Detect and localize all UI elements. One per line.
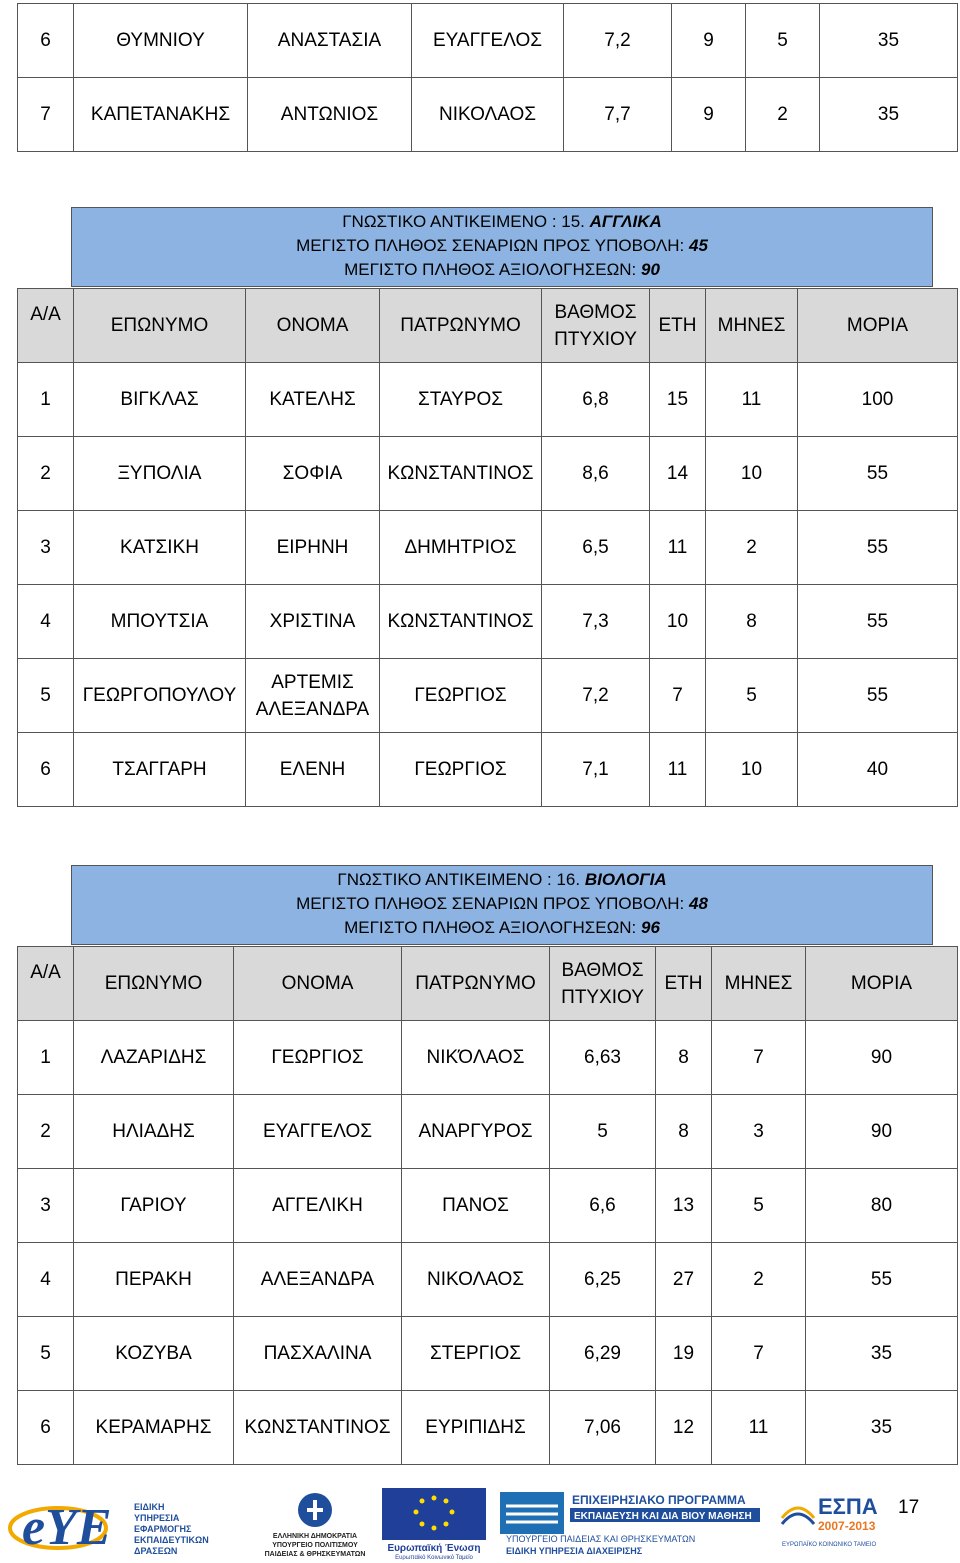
- col-grade: ΒΑΘΜΟΣ ΠΤΥΧΙΟΥ: [550, 947, 656, 1021]
- months: 2: [712, 1243, 806, 1317]
- col-name: ΟΝΟΜΑ: [234, 947, 402, 1021]
- table-row: [18, 363, 958, 437]
- father-name: ΝΙΚΌΛΑΟΣ: [402, 1021, 550, 1095]
- surname: ΚΟΖΥΒΑ: [74, 1317, 234, 1391]
- svg-text:ΥΠΟΥΡΓΕΙΟ ΠΑΙΔΕΙΑΣ ΚΑΙ ΘΡΗΣΚΕΥ: ΥΠΟΥΡΓΕΙΟ ΠΑΙΔΕΙΑΣ ΚΑΙ ΘΡΗΣΚΕΥΜΑΤΩΝ: [506, 1534, 696, 1544]
- years: 9: [672, 4, 746, 78]
- degree-grade: 7,2: [564, 4, 672, 78]
- years: 15: [650, 363, 706, 437]
- months: 10: [706, 437, 798, 511]
- degree-grade: 8,6: [542, 437, 650, 511]
- svg-text:2007-2013: 2007-2013: [818, 1519, 876, 1533]
- col-surname: ΕΠΩΝΥΜΟ: [74, 947, 234, 1021]
- col-years: ΕΤΗ: [650, 289, 706, 363]
- degree-grade: 7,7: [564, 78, 672, 152]
- surname: ΗΛΙΑΔΗΣ: [74, 1095, 234, 1169]
- row-index: 2: [18, 1095, 74, 1169]
- svg-text:ΠΑΙΔΕΙΑΣ & ΘΡΗΣΚΕΥΜΑΤΩΝ: ΠΑΙΔΕΙΑΣ & ΘΡΗΣΚΕΥΜΑΤΩΝ: [264, 1551, 366, 1558]
- svg-text:ΕΠΙΧΕΙΡΗΣΙΑΚΟ ΠΡΟΓΡΑΜΜΑ: ΕΠΙΧΕΙΡΗΣΙΑΚΟ ΠΡΟΓΡΑΜΜΑ: [572, 1493, 746, 1507]
- father-name: ΝΙΚΟΛΑΟΣ: [402, 1243, 550, 1317]
- name: ΓΕΩΡΓΙΟΣ: [234, 1021, 402, 1095]
- col-father: ΠΑΤΡΩΝΥΜΟ: [380, 289, 542, 363]
- table-row: [18, 1169, 958, 1243]
- program-logo: [500, 1488, 780, 1560]
- surname: ΚΑΤΣΙΚΗ: [74, 511, 246, 585]
- father-name: ΚΩΝΣΤΑΝΤΙΝΟΣ: [380, 585, 542, 659]
- months: 5: [706, 659, 798, 733]
- table-row: [18, 733, 958, 807]
- svg-text:ΕΙΔΙΚΗ ΥΠΗΡΕΣΙΑ ΔΙΑΧΕΙΡΙΣΗΣ: ΕΙΔΙΚΗ ΥΠΗΡΕΣΙΑ ΔΙΑΧΕΙΡΙΣΗΣ: [506, 1546, 643, 1556]
- name: ΑΝΑΣΤΑΣΙΑ: [248, 4, 412, 78]
- father-name: ΕΥΡΙΠΙΔΗΣ: [402, 1391, 550, 1465]
- degree-grade: 6,5: [542, 511, 650, 585]
- eu-flag-logo: [380, 1488, 490, 1560]
- svg-text:ΔΡΑΣΕΩΝ: ΔΡΑΣΕΩΝ: [134, 1546, 178, 1556]
- name: ΚΩΝΣΤΑΝΤΙΝΟΣ: [234, 1391, 402, 1465]
- table-row: [18, 1021, 958, 1095]
- degree-grade: 7,2: [542, 659, 650, 733]
- points: 80: [806, 1169, 958, 1243]
- row-index: 4: [18, 1243, 74, 1317]
- surname: ΚΑΠΕΤΑΝΑΚΗΣ: [74, 78, 248, 152]
- surname: ΤΣΑΓΓΑΡΗ: [74, 733, 246, 807]
- points: 55: [798, 585, 958, 659]
- table-row: [18, 1243, 958, 1317]
- footer-logos: [0, 1478, 960, 1563]
- months: 5: [746, 4, 820, 78]
- years: 11: [650, 511, 706, 585]
- page-number: 17: [898, 1497, 920, 1518]
- degree-grade: 7,06: [550, 1391, 656, 1465]
- name: ΚΑΤΕΛΗΣ: [246, 363, 380, 437]
- degree-grade: 7,1: [542, 733, 650, 807]
- banner-line-max-evaluations: ΜΕΓΙΣΤΟ ΠΛΗΘΟΣ ΑΞΙΟΛΟΓΗΣΕΩΝ: 90: [344, 260, 660, 279]
- points: 90: [806, 1095, 958, 1169]
- points: 40: [798, 733, 958, 807]
- surname: ΓΑΡΙΟΥ: [74, 1169, 234, 1243]
- svg-text:ΕΚΠΑΙΔΕΥΣΗ ΚΑΙ ΔΙΑ ΒΙΟΥ ΜΑΘΗΣΗ: ΕΚΠΑΙΔΕΥΣΗ ΚΑΙ ΔΙΑ ΒΙΟΥ ΜΑΘΗΣΗ: [574, 1511, 752, 1522]
- years: 10: [650, 585, 706, 659]
- years: 9: [672, 78, 746, 152]
- degree-grade: 6,25: [550, 1243, 656, 1317]
- banner-line-max-scenarios: ΜΕΓΙΣΤΟ ΠΛΗΘΟΣ ΣΕΝΑΡΙΩΝ ΠΡΟΣ ΥΠΟΒΟΛΗ: 45: [296, 236, 708, 255]
- header-row: [18, 947, 958, 1021]
- name: ΠΑΣΧΑΛΙΝΑ: [234, 1317, 402, 1391]
- svg-text:ΕΛΛΗΝΙΚΗ ΔΗΜΟΚΡΑΤΙΑ: ΕΛΛΗΝΙΚΗ ΔΗΜΟΚΡΑΤΙΑ: [272, 1533, 358, 1540]
- row-index: 3: [18, 1169, 74, 1243]
- months: 10: [706, 733, 798, 807]
- row-index: 6: [18, 4, 74, 78]
- col-points: ΜΟΡΙΑ: [798, 289, 958, 363]
- ministry-emblem-logo: [255, 1488, 375, 1560]
- row-index: 7: [18, 78, 74, 152]
- row-index: 5: [18, 659, 74, 733]
- row-index: 6: [18, 733, 74, 807]
- subject-banner-16: [71, 865, 933, 945]
- continuation-table: [17, 3, 958, 152]
- months: 11: [706, 363, 798, 437]
- table-row: [18, 1317, 958, 1391]
- header-row: [18, 289, 958, 363]
- col-surname: ΕΠΩΝΥΜΟ: [74, 289, 246, 363]
- name: ΣΟΦΙΑ: [246, 437, 380, 511]
- surname: ΠΕΡΑΚΗ: [74, 1243, 234, 1317]
- years: 12: [656, 1391, 712, 1465]
- eye-logo: [6, 1488, 246, 1560]
- col-months: ΜΗΝΕΣ: [706, 289, 798, 363]
- months: 2: [706, 511, 798, 585]
- col-father: ΠΑΤΡΩΝΥΜΟ: [402, 947, 550, 1021]
- banner-line-max-evaluations: ΜΕΓΙΣΤΟ ΠΛΗΘΟΣ ΑΞΙΟΛΟΓΗΣΕΩΝ: 96: [344, 918, 660, 937]
- points: 55: [806, 1243, 958, 1317]
- name: ΑΓΓΕΛΙΚΗ: [234, 1169, 402, 1243]
- months: 5: [712, 1169, 806, 1243]
- svg-text:ΕΦΑΡΜΟΓΗΣ: ΕΦΑΡΜΟΓΗΣ: [134, 1524, 192, 1534]
- months: 8: [706, 585, 798, 659]
- table-row: [18, 585, 958, 659]
- father-name: ΑΝΑΡΓΥΡΟΣ: [402, 1095, 550, 1169]
- points: 35: [806, 1391, 958, 1465]
- col-points: ΜΟΡΙΑ: [806, 947, 958, 1021]
- row-index: 1: [18, 1021, 74, 1095]
- father-name: ΓΕΩΡΓΙΟΣ: [380, 659, 542, 733]
- points: 35: [806, 1317, 958, 1391]
- svg-text:ΕΥΡΩΠΑΪΚΟ ΚΟΙΝΩΝΙΚΟ ΤΑΜΕΙΟ: ΕΥΡΩΠΑΪΚΟ ΚΟΙΝΩΝΙΚΟ ΤΑΜΕΙΟ: [782, 1542, 877, 1548]
- svg-text:ΕΣΠΑ: ΕΣΠΑ: [818, 1494, 878, 1519]
- col-grade: ΒΑΘΜΟΣ ΠΤΥΧΙΟΥ: [542, 289, 650, 363]
- banner-line-max-scenarios: ΜΕΓΙΣΤΟ ΠΛΗΘΟΣ ΣΕΝΑΡΙΩΝ ΠΡΟΣ ΥΠΟΒΟΛΗ: 48: [296, 894, 708, 913]
- espa-logo: [778, 1488, 890, 1560]
- table-row: [18, 78, 958, 152]
- degree-grade: 5: [550, 1095, 656, 1169]
- degree-grade: 6,63: [550, 1021, 656, 1095]
- years: 13: [656, 1169, 712, 1243]
- surname: ΜΠΟΥΤΣΙΑ: [74, 585, 246, 659]
- surname: ΚΕΡΑΜΑΡΗΣ: [74, 1391, 234, 1465]
- points: 35: [820, 4, 958, 78]
- banner-line-subject: ΓΝΩΣΤΙΚΟ ΑΝΤΙΚΕΙΜΕΝΟ : 15. ΑΓΓΛΙΚΑ: [342, 212, 662, 231]
- father-name: ΓΕΩΡΓΙΟΣ: [380, 733, 542, 807]
- points: 90: [806, 1021, 958, 1095]
- months: 3: [712, 1095, 806, 1169]
- name: ΑΛΕΞΑΝΔΡΑ: [234, 1243, 402, 1317]
- points: 55: [798, 437, 958, 511]
- candidates-table-15: [17, 288, 958, 807]
- degree-grade: 6,6: [550, 1169, 656, 1243]
- candidates-table-16: [17, 946, 958, 1465]
- father-name: ΣΤΑΥΡΟΣ: [380, 363, 542, 437]
- years: 8: [656, 1021, 712, 1095]
- name: ΕΛΕΝΗ: [246, 733, 380, 807]
- row-index: 3: [18, 511, 74, 585]
- svg-text:eYE: eYE: [22, 1499, 112, 1556]
- years: 7: [650, 659, 706, 733]
- subject-banner-15: [71, 207, 933, 287]
- father-name: ΝΙΚΟΛΑΟΣ: [412, 78, 564, 152]
- years: 14: [650, 437, 706, 511]
- years: 11: [650, 733, 706, 807]
- degree-grade: 7,3: [542, 585, 650, 659]
- row-index: 2: [18, 437, 74, 511]
- svg-text:ΕΚΠΑΙΔΕΥΤΙΚΩΝ: ΕΚΠΑΙΔΕΥΤΙΚΩΝ: [134, 1535, 209, 1545]
- aa-label: Α/Α: [30, 304, 61, 325]
- degree-grade: 6,8: [542, 363, 650, 437]
- surname: ΒΙΓΚΛΑΣ: [74, 363, 246, 437]
- svg-text:Ευρωπαϊκή Ένωση: Ευρωπαϊκή Ένωση: [387, 1543, 481, 1554]
- table-row: [18, 437, 958, 511]
- row-index: 6: [18, 1391, 74, 1465]
- col-name: ΟΝΟΜΑ: [246, 289, 380, 363]
- row-index: 5: [18, 1317, 74, 1391]
- father-name: ΣΤΕΡΓΙΟΣ: [402, 1317, 550, 1391]
- col-years: ΕΤΗ: [656, 947, 712, 1021]
- father-name: ΔΗΜΗΤΡΙΟΣ: [380, 511, 542, 585]
- father-name: ΠΑΝΟΣ: [402, 1169, 550, 1243]
- row-index: 1: [18, 363, 74, 437]
- svg-text:ΥΠΟΥΡΓΕΙΟ ΠΟΛΙΤΙΣΜΟΥ: ΥΠΟΥΡΓΕΙΟ ΠΟΛΙΤΙΣΜΟΥ: [272, 1542, 358, 1549]
- row-index: 4: [18, 585, 74, 659]
- name: ΧΡΙΣΤΙΝΑ: [246, 585, 380, 659]
- father-name: ΕΥΑΓΓΕΛΟΣ: [412, 4, 564, 78]
- aa-label: Α/Α: [30, 962, 61, 983]
- svg-text:ΕΙΔΙΚΗ: ΕΙΔΙΚΗ: [134, 1502, 165, 1512]
- months: 7: [712, 1021, 806, 1095]
- banner-line-subject: ΓΝΩΣΤΙΚΟ ΑΝΤΙΚΕΙΜΕΝΟ : 16. ΒΙΟΛΟΓΙΑ: [337, 870, 667, 889]
- points: 55: [798, 659, 958, 733]
- years: 8: [656, 1095, 712, 1169]
- surname: ΓΕΩΡΓΟΠΟΥΛΟΥ: [74, 659, 246, 733]
- svg-text:ΥΠΗΡΕΣΙΑ: ΥΠΗΡΕΣΙΑ: [134, 1513, 180, 1523]
- points: 35: [820, 78, 958, 152]
- table-row: [18, 4, 958, 78]
- months: 2: [746, 78, 820, 152]
- degree-grade: 6,29: [550, 1317, 656, 1391]
- father-name: ΚΩΝΣΤΑΝΤΙΝΟΣ: [380, 437, 542, 511]
- table-row: [18, 511, 958, 585]
- table-row: [18, 659, 958, 733]
- name: ΕΥΑΓΓΕΛΟΣ: [234, 1095, 402, 1169]
- name: ΑΝΤΩΝΙΟΣ: [248, 78, 412, 152]
- months: 7: [712, 1317, 806, 1391]
- months: 11: [712, 1391, 806, 1465]
- surname: ΛΑΖΑΡΙΔΗΣ: [74, 1021, 234, 1095]
- name: ΑΡΤΕΜΙΣ ΑΛΕΞΑΝΔΡΑ: [246, 659, 380, 733]
- col-months: ΜΗΝΕΣ: [712, 947, 806, 1021]
- name: ΕΙΡΗΝΗ: [246, 511, 380, 585]
- table-row: [18, 1391, 958, 1465]
- surname: ΞΥΠΟΛΙΑ: [74, 437, 246, 511]
- points: 55: [798, 511, 958, 585]
- years: 27: [656, 1243, 712, 1317]
- table-row: [18, 1095, 958, 1169]
- years: 19: [656, 1317, 712, 1391]
- points: 100: [798, 363, 958, 437]
- surname: ΘΥΜΝΙΟΥ: [74, 4, 248, 78]
- svg-text:Ευρωπαϊκό Κοινωνικό Ταμείο: Ευρωπαϊκό Κοινωνικό Ταμείο: [395, 1555, 473, 1560]
